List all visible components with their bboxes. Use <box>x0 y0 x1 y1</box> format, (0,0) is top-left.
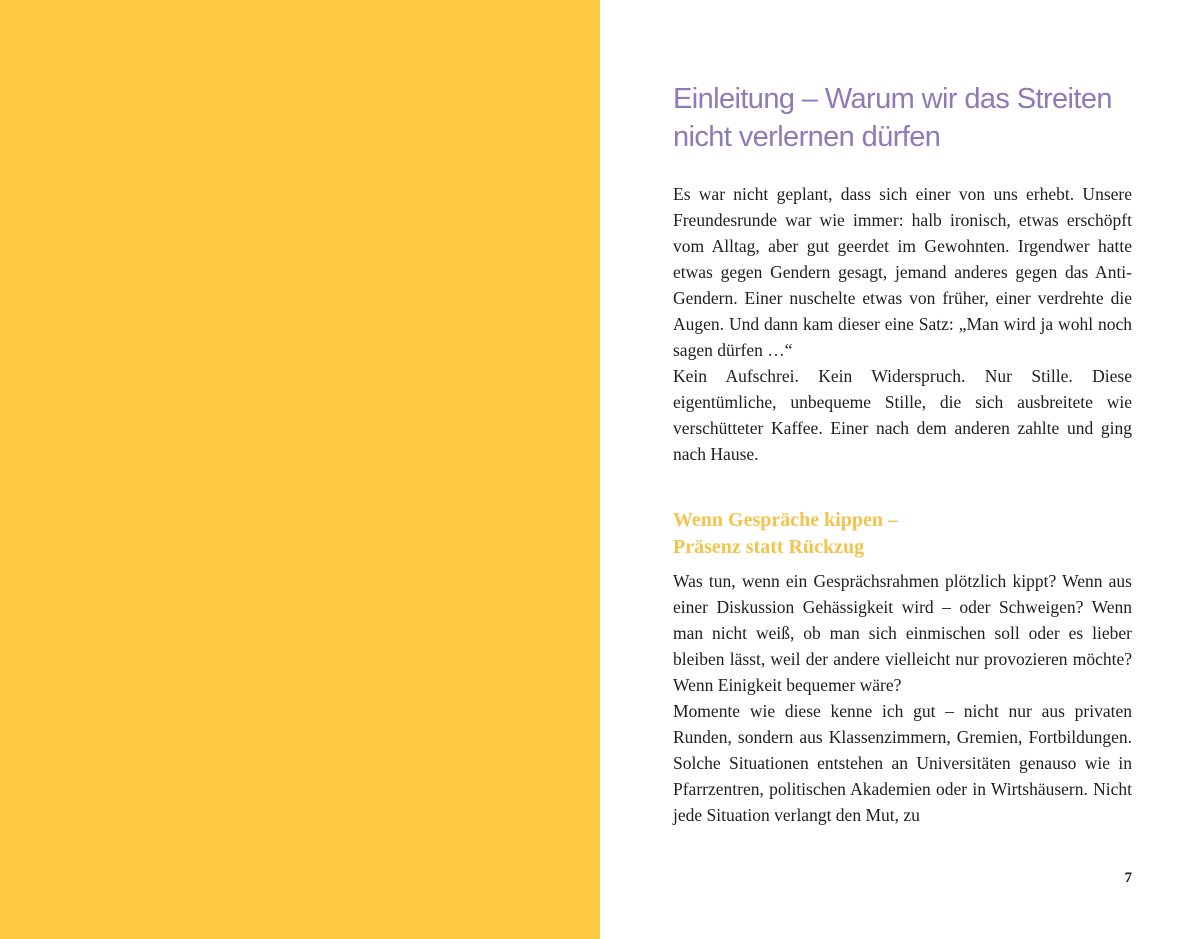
section-heading <box>673 507 1132 561</box>
intro-text-block <box>673 181 1132 467</box>
intro-paragraph-2: Kein Aufschrei. Kein Widerspruch. Nur Stille. Diese eigentümliche, unbequeme Stille, die sich ausbreitete wie verschütteter Kaffee. Einer nach dem anderen zahlte und ging nach Hause. <box>673 366 1132 464</box>
section-paragraph-1: Was tun, wenn ein Gesprächsrahmen plötzlich kippt? Wenn aus einer Diskussion Gehässigkeit wird – oder Schweigen? Wenn man nicht weiß, ob man sich einmischen soll oder es lieber bleiben lässt, weil der andere vielleicht nur provozieren möchte? Wenn Einigkeit bequemer wäre? <box>673 571 1132 695</box>
section-paragraph-2: Momente wie diese kenne ich gut – nicht nur aus privaten Runden, sondern aus Klassenzimmern, Gremien, Fortbildungen. Solche Situationen entstehen an Universitäten genauso wie in Pfarrzentren, politischen Akademien oder in Wirtshäusern. Nicht jede Situation verlangt den Mut, zu <box>673 701 1132 825</box>
section-heading-line-1: Wenn Gespräche kippen – <box>673 509 899 531</box>
intro-paragraph-1: Es war nicht geplant, dass sich einer von uns erhebt. Unsere Freundesrunde war wie immer: halb ironisch, etwas erschöpft vom Alltag, aber gut geerdet im Gewohnten. Irgendwer hatte etwas gegen Gendern gesagt, jemand anderes gegen das Anti-Gendern. Einer nuschelte etwas von früher, einer verdrehte die Augen. Und dann kam dieser eine Satz: „Man wird ja wohl noch sagen dürfen …“ <box>673 184 1132 360</box>
chapter-title-line-1: Einleitung – Warum wir das Streiten <box>673 83 1112 115</box>
chapter-title <box>673 80 1143 156</box>
chapter-title-line-2: nicht verlernen dürfen <box>673 121 941 153</box>
right-page <box>600 0 1200 939</box>
section-heading-line-2: Präsenz statt Rückzug <box>673 536 865 558</box>
section-text-block <box>673 568 1132 828</box>
page-number: 7 <box>1124 870 1132 886</box>
